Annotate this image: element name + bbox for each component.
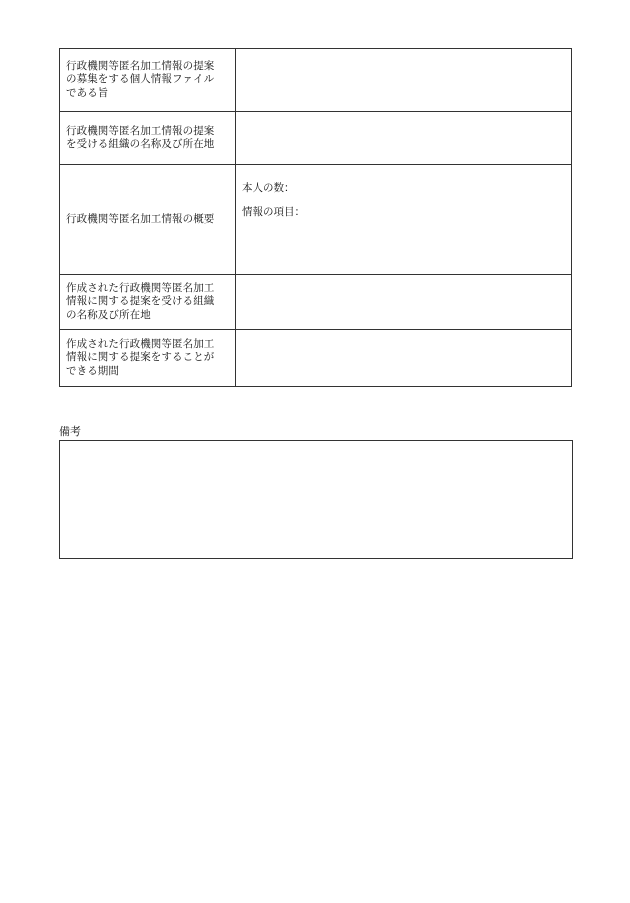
label-line: の募集をする個人情報ファイル bbox=[66, 73, 215, 86]
label-summary bbox=[60, 165, 236, 275]
label-line: を受ける組織の名称及び所在地 bbox=[66, 138, 215, 150]
number-of-persons-label: 本人の数： bbox=[242, 182, 295, 194]
information-items-label: 情報の項目： bbox=[242, 205, 305, 218]
value-summary[interactable] bbox=[236, 165, 572, 275]
label-line: 作成された行政機関等匿名加工 bbox=[66, 337, 215, 350]
value-created-info-org[interactable] bbox=[236, 275, 572, 330]
remarks-box[interactable] bbox=[59, 440, 573, 559]
table-row-target-file bbox=[60, 49, 572, 112]
label-line: である旨 bbox=[66, 86, 109, 99]
label-line: できる期間 bbox=[66, 364, 119, 377]
value-proposal-period[interactable] bbox=[236, 330, 572, 387]
label-receiving-org bbox=[60, 112, 236, 165]
table-row-receiving-org bbox=[60, 112, 572, 165]
table-row-proposal-period bbox=[60, 330, 572, 387]
label-target-file bbox=[60, 49, 236, 112]
label-created-info-org bbox=[60, 275, 236, 330]
table-row-created-info-org bbox=[60, 275, 572, 330]
remarks-label: 備考 bbox=[59, 425, 81, 438]
label-line: 行政機関等匿名加工情報の概要 bbox=[66, 212, 215, 225]
table-row-summary bbox=[60, 165, 572, 275]
value-target-file[interactable] bbox=[236, 49, 572, 112]
value-receiving-org[interactable] bbox=[236, 112, 572, 165]
proposal-info-table bbox=[59, 48, 572, 387]
label-line: 作成された行政機関等匿名加工 bbox=[66, 281, 215, 294]
label-line: 情報に関する提案をすることが bbox=[66, 351, 215, 364]
label-line: 行政機関等匿名加工情報の提案 bbox=[66, 124, 215, 137]
label-line: 行政機関等匿名加工情報の提案 bbox=[66, 59, 215, 72]
label-proposal-period bbox=[60, 330, 236, 387]
label-line: の名称及び所在地 bbox=[66, 308, 151, 321]
label-line: 情報に関する提案を受ける組織 bbox=[66, 295, 215, 308]
